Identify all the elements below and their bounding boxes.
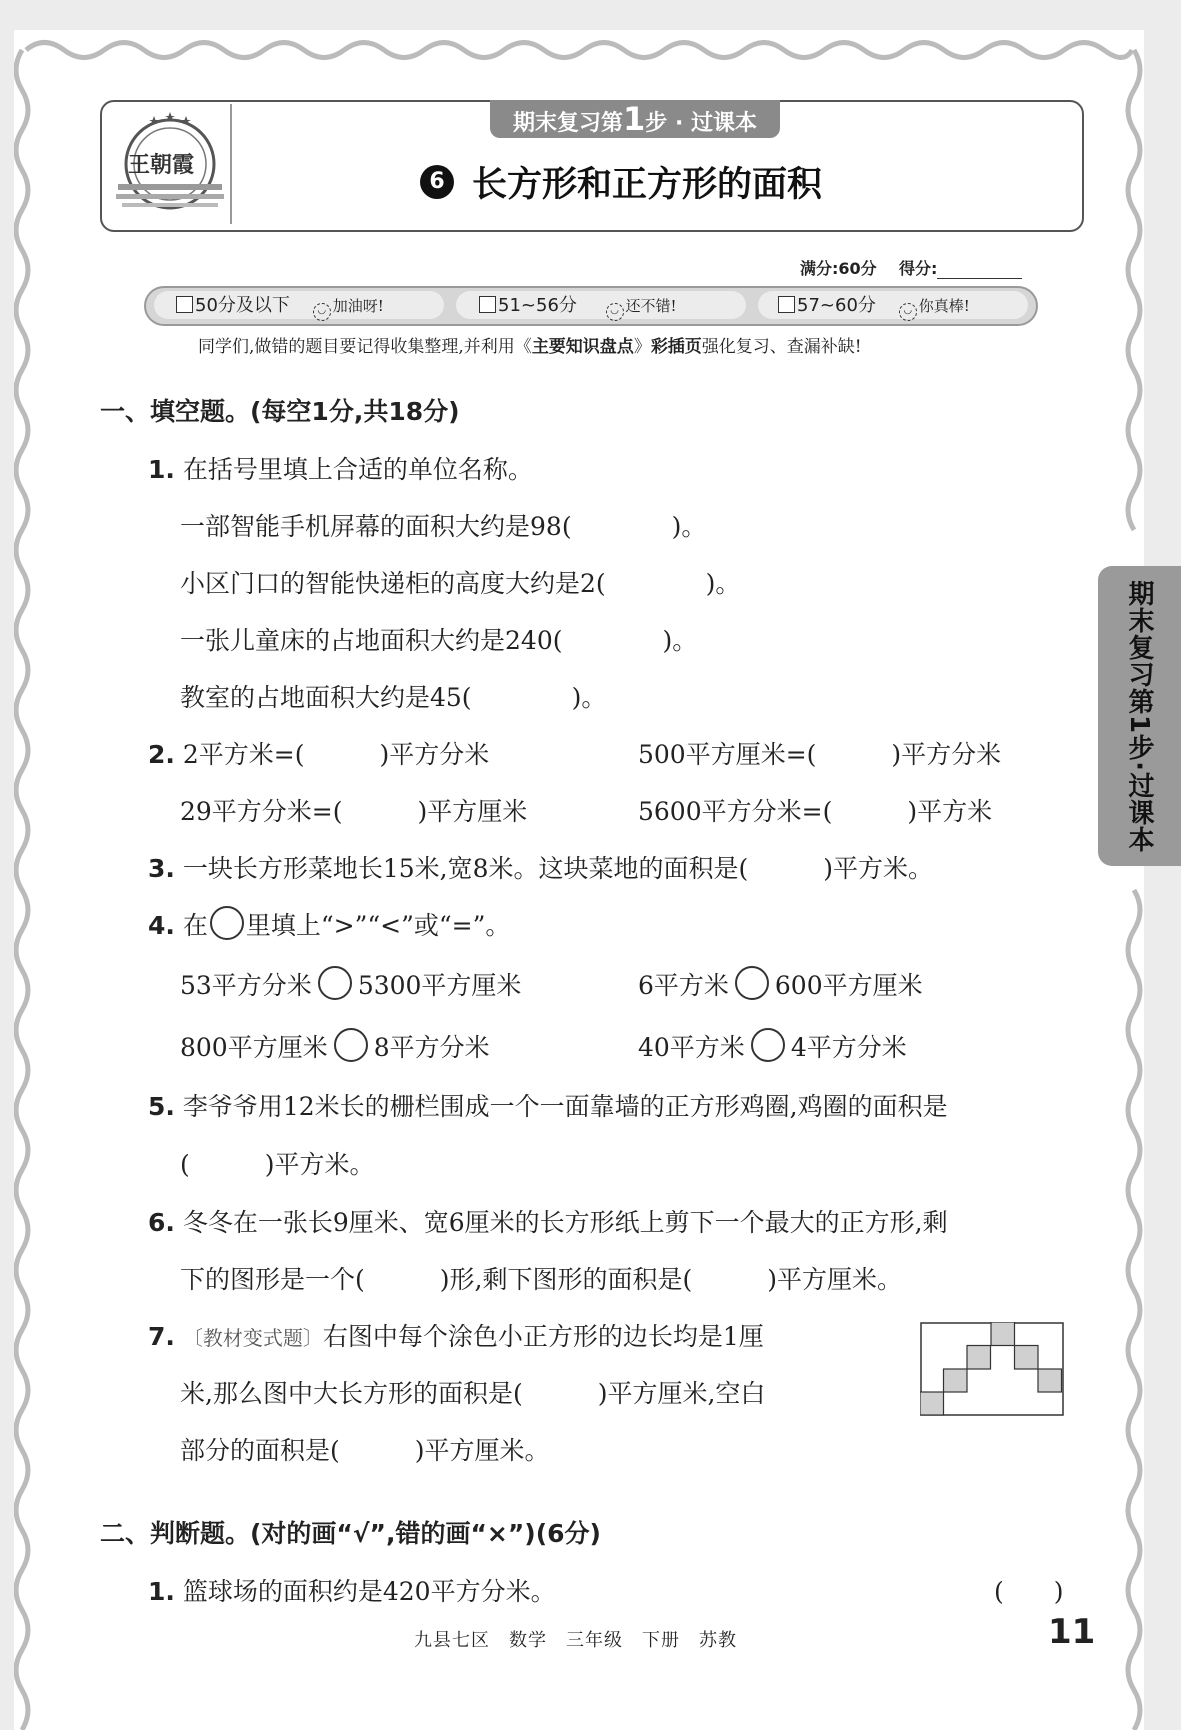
smiley-icon: ◡ — [313, 303, 331, 321]
answer-circle[interactable] — [318, 966, 352, 1000]
logo-separator — [230, 104, 232, 224]
page-title — [420, 152, 822, 212]
question-text: 右图中每个涂色小正方形的边长均是1厘 — [322, 1322, 764, 1351]
q4-right: 8平方分米 — [373, 1033, 490, 1062]
q4-left: 40平方米 — [638, 1033, 745, 1062]
question-3 — [148, 849, 933, 885]
question-1 — [148, 450, 533, 486]
score-label: 得分: — [898, 259, 938, 278]
answer-circle[interactable] — [751, 1028, 785, 1062]
score-line — [800, 256, 1022, 279]
score-blank[interactable] — [937, 264, 1022, 279]
checkbox[interactable] — [176, 296, 193, 313]
rating-comment: 加油呀! — [332, 297, 384, 315]
side-tab — [1098, 566, 1181, 866]
q2-item-b: 500平方厘米=( )平方分米 — [638, 740, 1002, 769]
full-score: 满分:60分 — [800, 259, 877, 278]
q2-item-c: 29平方分米=( )平方厘米 — [180, 797, 528, 826]
q4-left: 53平方分米 — [180, 971, 312, 1000]
q4-right: 4平方分米 — [790, 1033, 907, 1062]
q7-line-2: 米,那么图中大长方形的面积是( )平方厘米,空白 — [180, 1379, 766, 1408]
question-number: 6. — [148, 1208, 175, 1237]
question-number: 3. — [148, 854, 175, 883]
q4-item — [638, 966, 923, 1002]
q7-line-3: 部分的面积是( )平方厘米。 — [180, 1436, 550, 1465]
rating-range: 51~56分 — [498, 295, 577, 316]
step-tab — [490, 100, 780, 138]
judge-question-1 — [148, 1572, 556, 1608]
unit-number-badge: 6 — [420, 165, 454, 199]
question-text: 里填上“>”“<”或“=”。 — [245, 911, 511, 940]
rating-option-3 — [778, 294, 970, 318]
question-number: 1. — [148, 455, 175, 484]
q4-right: 5300平方厘米 — [357, 971, 522, 1000]
answer-bracket[interactable]: ( ) — [994, 1577, 1064, 1606]
q2-item-d: 5600平方分米=( )平方米 — [638, 797, 993, 826]
step-number: 1 — [623, 100, 646, 138]
grid-rectangle-figure — [920, 1322, 1066, 1418]
question-2 — [148, 735, 489, 771]
answer-circle[interactable] — [735, 966, 769, 1000]
q1-line-3: 一张儿童床的占地面积大约是240( )。 — [180, 626, 698, 655]
rating-comment: 还不错! — [625, 297, 677, 315]
question-tag: 〔教材变式题〕 — [182, 1326, 323, 1350]
question-text: 李爷爷用12米长的栅栏围成一个一面靠墙的正方形鸡圈,鸡圈的面积是 — [182, 1092, 948, 1121]
q1-line-2: 小区门口的智能快递柜的高度大约是2( )。 — [180, 569, 741, 598]
q4-left: 800平方厘米 — [180, 1033, 328, 1062]
q2-item-a: 2平方米=( )平方分米 — [182, 740, 490, 769]
question-number: 5. — [148, 1092, 175, 1121]
q1-line-1: 一部智能手机屏幕的面积大约是98( )。 — [180, 512, 707, 541]
checkbox[interactable] — [479, 296, 496, 313]
q4-right: 600平方厘米 — [774, 971, 923, 1000]
rating-option-2 — [479, 294, 677, 318]
question-number: 4. — [148, 911, 175, 940]
q5-line-2: ( )平方米。 — [180, 1150, 375, 1179]
title-text: 长方形和正方形的面积 — [472, 165, 823, 205]
question-4 — [148, 906, 510, 942]
q4-item — [638, 1028, 907, 1064]
step-prefix: 期末复习第 — [513, 111, 624, 136]
rating-range: 50分及以下 — [195, 295, 290, 316]
logo-text: 王朝霞 — [128, 152, 195, 178]
question-text: 在括号里填上合适的单位名称。 — [182, 455, 533, 484]
question-text: 在 — [182, 911, 208, 940]
note-text: 强化复习、查漏补缺! — [701, 337, 862, 357]
page-number: 11 — [1048, 1612, 1096, 1652]
q4-left: 6平方米 — [638, 971, 729, 1000]
question-6 — [148, 1203, 948, 1239]
q1-line-4: 教室的占地面积大约是45( )。 — [180, 683, 607, 712]
question-7 — [148, 1317, 764, 1353]
note-bold: 主要知识盘点 — [531, 337, 634, 357]
question-text: 冬冬在一张长9厘米、宽6厘米的长方形纸上剪下一个最大的正方形,剩 — [182, 1208, 948, 1237]
answer-circle[interactable] — [334, 1028, 368, 1062]
compare-circle-icon — [210, 906, 244, 940]
checkbox[interactable] — [778, 296, 795, 313]
footer: 九县七区 数学 三年级 下册 苏教 — [414, 1630, 737, 1651]
step-suffix: 步 · 过课本 — [645, 111, 757, 136]
note-bold: 彩插页 — [650, 337, 702, 357]
question-number: 7. — [148, 1322, 175, 1351]
note-text: 》 — [633, 337, 651, 357]
q4-item — [180, 1028, 490, 1064]
rating-comment: 你真棒! — [918, 297, 970, 315]
smiley-icon: ◡ — [899, 303, 917, 321]
question-text: 篮球场的面积约是420平方分米。 — [182, 1577, 556, 1606]
instruction-note — [198, 332, 862, 357]
question-5 — [148, 1087, 948, 1123]
rating-band — [144, 286, 1038, 326]
section-2-title: 二、判断题。(对的画“√”,错的画“×”)(6分) — [100, 1519, 601, 1548]
q4-item — [180, 966, 521, 1002]
smiley-icon: ◡ — [606, 303, 624, 321]
rating-option-1 — [176, 294, 384, 318]
question-text: 一块长方形菜地长15米,宽8米。这块菜地的面积是( )平方米。 — [182, 854, 934, 883]
rating-range: 57~60分 — [797, 295, 876, 316]
side-tab-text: 期末复习第1步·过课本 — [1124, 580, 1154, 853]
note-text: 同学们,做错的题目要记得收集整理,并利用《 — [198, 337, 532, 357]
section-1-title: 一、填空题。(每空1分,共18分) — [100, 397, 460, 426]
q6-line-2: 下的图形是一个( )形,剩下图形的面积是( )平方厘米。 — [180, 1265, 902, 1294]
question-number: 1. — [148, 1577, 175, 1606]
question-number: 2. — [148, 740, 175, 769]
